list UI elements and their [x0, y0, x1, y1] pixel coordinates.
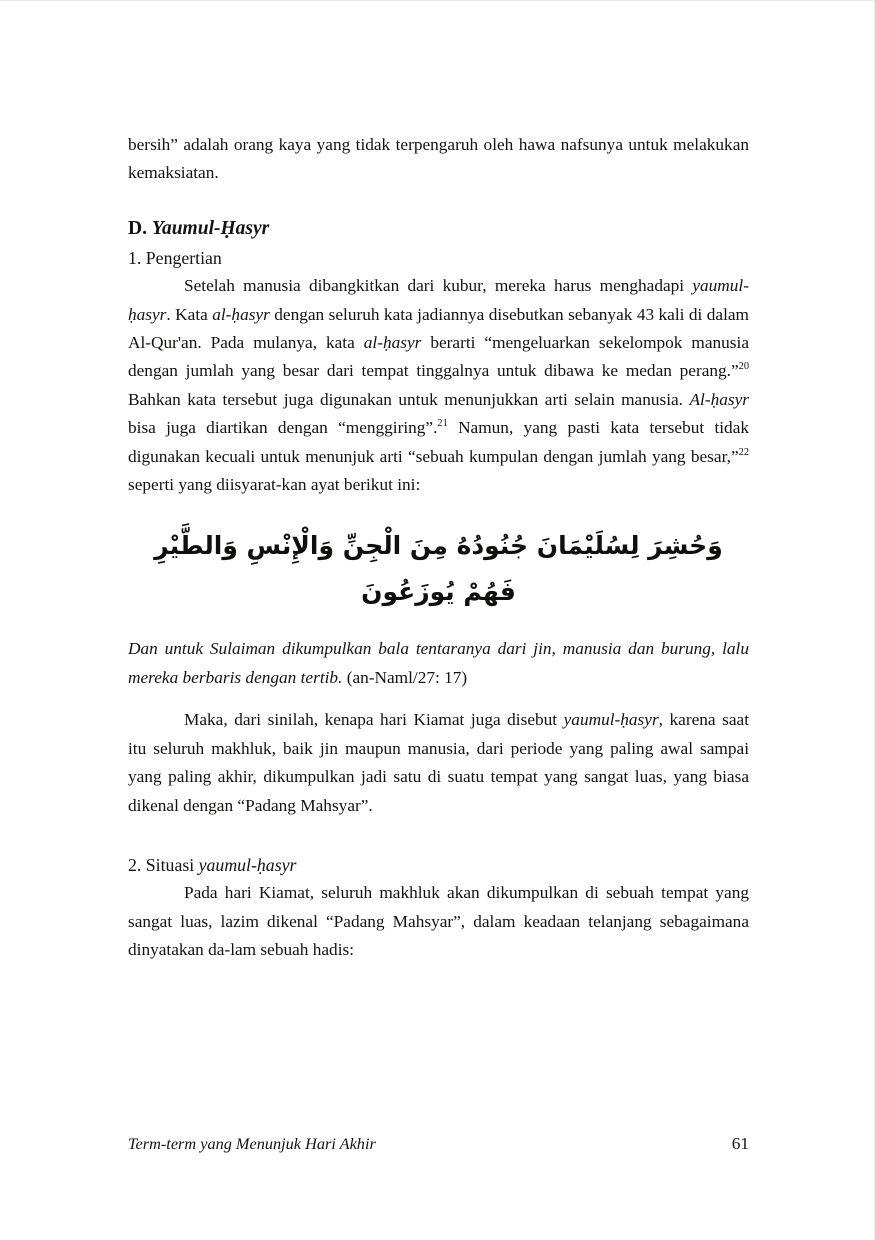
- padang-mahsyar-paragraph: Maka, dari sinilah, kenapa hari Kiamat juga disebut yaumul-ḥasyr, karena saat itu seluruh makhluk, baik jin maupun manusia, dari periode yang paling awal sampai yang paling akhir, dikumpulkan jadi satu di suatu tempat yang sangat luas, yang biasa dikenal dengan “Padang Mahsyar”.: [128, 710, 749, 815]
- section-heading-yaumul-hasyr: D. Yaumul-Ḥasyr: [128, 217, 270, 239]
- footer-running-title: Term-term yang Menunjuk Hari Akhir: [128, 1134, 376, 1153]
- subsection-heading-situasi: 2. Situasi yaumul-ḥasyr: [128, 854, 297, 875]
- pengertian-paragraph: Setelah manusia dibangkitkan dari kubur, mereka harus menghadapi yaumul-ḥasyr. Kata al-ḥasyr dengan seluruh kata jadiannya disebutkan sebanyak 43 kali di dalam Al-Qur'an. Pada mulanya, kata al-ḥasyr berarti “mengeluarkan sekelompok manusia dengan jumlah yang besar dari tempat tinggalnya untuk dibawa ke medan perang.”$^{20}$ Bahkan kata tersebut juga digunakan untuk menunjukkan arti selain manusia. Al-ḥasyr bisa juga diartikan dengan “menggiring”.$^{21}$ Namun, yang pasti kata tersebut tidak digunakan kecuali untuk menunjuk arti “sebuah kumpulan dengan jumlah yang besar,”$^{22}$ seperti yang diisyarat-kan ayat berikut ini:: [128, 276, 749, 495]
- arabic-verse: وَحُشِرَ لِسُلَيْمَانَ جُنُودُهُ مِنَ الْجِنِّ وَالْإِنْسِ وَالطَّيْرِ فَهُمْ يُوزَعُونَ: [154, 531, 723, 607]
- subsection-heading-pengertian: 1. Pengertian: [128, 247, 222, 268]
- page-content: [128, 131, 749, 965]
- page-footer: [128, 1134, 749, 1154]
- situasi-paragraph: Pada hari Kiamat, seluruh makhluk akan dikumpulkan di sebuah tempat yang sangat luas, lazim dikenal “Padang Mahsyar”, dalam keadaan telanjang sebagaimana dinyatakan da-lam sebuah hadis:: [128, 883, 749, 960]
- page-number: 61: [731, 1134, 749, 1153]
- verse-translation: Dan untuk Sulaiman dikumpulkan bala tentaranya dari jin, manusia dan burung, lalu mereka berbaris dengan tertib. (an-Naml/27: 17): [128, 639, 749, 687]
- continued-paragraph: bersih” adalah orang kaya yang tidak terpengaruh oleh hawa nafsunya untuk melakukan kemaksiatan.: [128, 135, 749, 183]
